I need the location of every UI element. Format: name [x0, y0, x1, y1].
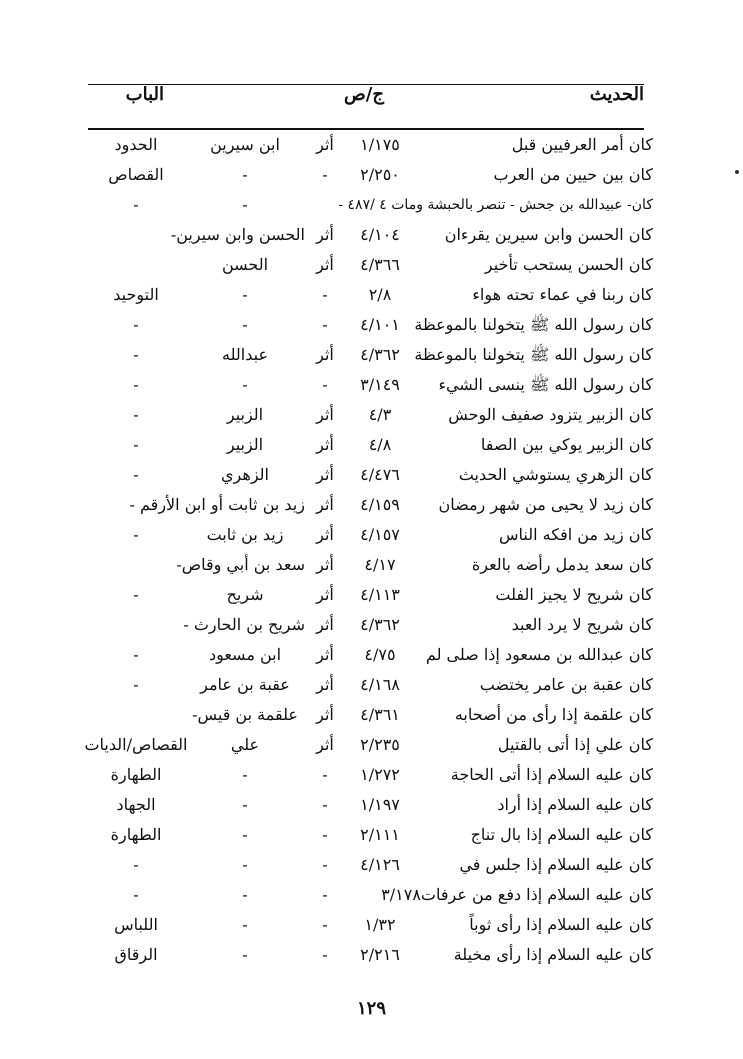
hadith-text: كان علقمة إذا رأى من أصحابه: [454, 705, 653, 724]
narrator: -: [242, 195, 248, 214]
narrator: ابن مسعود: [208, 645, 282, 664]
narrator: شريح بن الحارث -: [183, 615, 305, 634]
table-header: [88, 78, 644, 126]
hadith-text: كان عليه السلام إذا رأى ثوباً: [469, 915, 653, 934]
hadith-text: كان عليه السلام إذا أتى الحاجة: [450, 765, 653, 784]
narrator: عبدالله: [222, 345, 268, 364]
page-number: ١٢٩: [356, 998, 386, 1019]
header-hadith: الحديث: [589, 84, 644, 105]
volume-page-ref: ٤/١١٣: [360, 585, 400, 604]
table-row: [88, 670, 653, 700]
volume-page-ref: ١/١٧٥: [360, 135, 400, 154]
hadith-text: كان عقبة بن عامر يختضب: [479, 675, 653, 694]
chapter-name: القصاص/الديات: [84, 735, 188, 754]
chapter-name: الحدود: [114, 135, 158, 154]
table-row: [88, 430, 653, 460]
table-row: [88, 130, 653, 160]
type-marker: -: [322, 825, 328, 844]
volume-page-ref: ٤/١٥٧: [360, 525, 400, 544]
narrator: زيد بن ثابت أو ابن الأرقم -: [129, 495, 305, 514]
narrator: -: [242, 375, 248, 394]
hadith-text: كان- عبيدالله بن جحش - تنصر بالحبشة ومات ٤ /٤٨٧ -: [338, 197, 653, 213]
narrator: الزهري: [221, 465, 269, 484]
narrator: الحسن وابن سيرين-: [170, 225, 305, 244]
narrator: -: [242, 885, 248, 904]
type-marker: أثر: [316, 495, 334, 514]
chapter-name: -: [133, 525, 139, 544]
hadith-text: كان عليه السلام إذا رأى مخيلة: [453, 945, 653, 964]
type-marker: أثر: [316, 675, 334, 694]
hadith-text: كان رسول الله ﷺ يتخولنا بالموعظة: [414, 345, 653, 364]
chapter-name: التوحيد: [113, 285, 159, 304]
type-marker: أثر: [316, 555, 334, 574]
hadith-text: كان زيد من افكه الناس: [499, 525, 653, 544]
type-marker: -: [322, 165, 328, 184]
chapter-name: -: [133, 315, 139, 334]
table-row: [88, 820, 653, 850]
type-marker: أثر: [316, 525, 334, 544]
volume-page-ref: ٤/٣٦١: [360, 705, 400, 724]
table-row: [88, 280, 653, 310]
narrator: الزبير: [226, 405, 264, 424]
chapter-name: -: [133, 585, 139, 604]
volume-page-ref: ٤/١٥٩: [360, 495, 400, 514]
table-row: [88, 520, 653, 550]
volume-page-ref: ٤/٧٥: [364, 645, 396, 664]
volume-page-ref: ٢/٢٣٥: [360, 735, 400, 754]
hadith-text: كان شريح لا يجيز الفلت: [495, 585, 653, 604]
type-marker: أثر: [316, 255, 334, 274]
chapter-name: الرقاق: [114, 945, 158, 964]
type-marker: -: [322, 855, 328, 874]
narrator: الزبير: [226, 435, 264, 454]
type-marker: -: [322, 795, 328, 814]
hadith-text: كان شريح لا يرد العبد: [511, 615, 653, 634]
chapter-name: -: [133, 885, 139, 904]
hadith-text: كان رسول الله ﷺ يتخولنا بالموعظة: [414, 315, 653, 334]
volume-page-ref: ٢/٢٥٠: [360, 165, 400, 184]
table-row: [88, 910, 653, 940]
narrator: شريح: [226, 585, 264, 604]
hadith-text: كان علي إذا أتى بالقتيل: [497, 735, 653, 754]
chapter-name: الطهارة: [110, 765, 162, 784]
volume-page-ref: ٤/٣٦٦: [360, 255, 400, 274]
table-row: [88, 160, 653, 190]
volume-page-ref: ٤/١٢٦: [360, 855, 400, 874]
hadith-text: كان ربنا في عماء تحته هواء: [472, 285, 653, 304]
volume-page-ref: ٤/١٦٨: [360, 675, 400, 694]
narrator: ابن سيرين: [210, 135, 280, 154]
table-row: [88, 340, 653, 370]
type-marker: أثر: [316, 585, 334, 604]
hadith-text: كان عليه السلام إذا بال تناج: [470, 825, 653, 844]
hadith-text: كان الزهري يستوشي الحديث: [458, 465, 653, 484]
volume-page-ref: ١/١٩٧: [360, 795, 400, 814]
hadith-text: كان الزبير يوكي بين الصفا: [480, 435, 653, 454]
type-marker: -: [322, 915, 328, 934]
chapter-name: -: [133, 435, 139, 454]
hadith-text: كان الزبير يتزود صفيف الوحش: [448, 405, 653, 424]
chapter-name: القصاص: [108, 165, 164, 184]
table-row: [88, 460, 653, 490]
hadith-text: كان عليه السلام إذا أراد: [497, 795, 653, 814]
hadith-text: كان الحسن يستحب تأخير: [484, 255, 653, 274]
narrator: -: [242, 765, 248, 784]
table-row: [88, 370, 653, 400]
volume-page-ref: ١/٢٧٢: [360, 765, 400, 784]
header-ref: ج/ص: [344, 84, 384, 105]
volume-page-ref: ٢/١١١: [360, 825, 400, 844]
hadith-text: كان عليه السلام إذا جلس في: [459, 855, 653, 874]
volume-page-ref: ٤/٣٦٢: [360, 615, 400, 634]
type-marker: -: [322, 885, 328, 904]
narrator: -: [242, 795, 248, 814]
type-marker: أثر: [316, 225, 334, 244]
volume-page-ref: ٤/١٠١: [360, 315, 400, 334]
hadith-text: كان زيد لا يحيى من شهر رمضان: [438, 495, 653, 514]
volume-page-ref: ٤/٣: [368, 405, 392, 424]
type-marker: أثر: [316, 615, 334, 634]
type-marker: أثر: [316, 645, 334, 664]
chapter-name: -: [133, 675, 139, 694]
table-row: [88, 640, 653, 670]
type-marker: أثر: [316, 435, 334, 454]
narrator: -: [242, 825, 248, 844]
narrator: -: [242, 855, 248, 874]
chapter-name: -: [133, 645, 139, 664]
volume-page-ref: ٤/١٧: [364, 555, 396, 574]
table-row: [88, 790, 653, 820]
chapter-name: اللباس: [114, 915, 158, 934]
chapter-name: -: [133, 855, 139, 874]
hadith-text: كان رسول الله ﷺ ينسى الشيء: [438, 375, 653, 394]
narrator: عقبة بن عامر: [200, 675, 290, 694]
type-marker: أثر: [316, 465, 334, 484]
table-row: [88, 250, 653, 280]
type-marker: -: [322, 375, 328, 394]
type-marker: أثر: [316, 735, 334, 754]
volume-page-ref: ٣/١٤٩: [360, 375, 400, 394]
volume-page-ref: ٤/١٠٤: [360, 225, 400, 244]
chapter-name: الطهارة: [110, 825, 162, 844]
type-marker: -: [322, 285, 328, 304]
table-row: [88, 490, 653, 520]
volume-page-ref: ٤/٤٧٦: [360, 465, 400, 484]
type-marker: -: [322, 765, 328, 784]
volume-page-ref: ٤/٨: [368, 435, 392, 454]
narrator: سعد بن أبي وقاص-: [176, 555, 305, 574]
table-row: [88, 940, 653, 970]
table-row: [88, 700, 653, 730]
table-row: [88, 850, 653, 880]
hadith-text: كان عبدالله بن مسعود إذا صلى لم: [425, 645, 653, 664]
table-row: [88, 760, 653, 790]
chapter-name: -: [133, 375, 139, 394]
volume-page-ref: ٢/٨: [368, 285, 392, 304]
narrator: -: [242, 315, 248, 334]
hadith-text: كان سعد يدمل رأضه بالعرة: [471, 555, 653, 574]
chapter-name: -: [133, 345, 139, 364]
narrator: زيد بن ثابت: [206, 525, 284, 544]
table-row: [88, 880, 653, 910]
header-bab: الباب: [125, 84, 164, 105]
narrator: الحسن: [221, 255, 269, 274]
type-marker: -: [322, 315, 328, 334]
table-row: [88, 550, 653, 580]
hadith-text: كان أمر العرفيين قبل: [511, 135, 653, 154]
index-table: [84, 130, 653, 970]
chapter-name: الجهاد: [116, 795, 156, 814]
narrator: -: [242, 915, 248, 934]
volume-page-ref: ٢/٢١٦: [360, 945, 400, 964]
table-row: [88, 580, 653, 610]
hadith-text: كان الحسن وابن سيرين يقرءان: [444, 225, 653, 244]
narrator: علقمة بن قيس-: [192, 705, 298, 724]
table-row: [84, 730, 653, 760]
type-marker: أثر: [316, 135, 334, 154]
table-row: [88, 190, 653, 220]
volume-page-ref: ١/٣٢: [364, 915, 396, 934]
table-row: [88, 400, 653, 430]
margin-mark: [735, 170, 739, 174]
type-marker: أثر: [316, 705, 334, 724]
narrator: علي: [230, 735, 260, 754]
narrator: -: [242, 945, 248, 964]
narrator: -: [242, 285, 248, 304]
hadith-text: كان بين حيين من العرب: [493, 165, 653, 184]
type-marker: أثر: [316, 345, 334, 364]
table-row: [88, 220, 653, 250]
chapter-name: -: [133, 465, 139, 484]
chapter-name: -: [133, 405, 139, 424]
type-marker: -: [322, 945, 328, 964]
type-marker: أثر: [316, 405, 334, 424]
table-row: [88, 610, 653, 640]
table-row: [88, 310, 653, 340]
volume-page-ref: ٤/٣٦٢: [360, 345, 400, 364]
hadith-text: كان عليه السلام إذا دفع من عرفات٣/١٧٨: [381, 885, 653, 904]
narrator: -: [242, 165, 248, 184]
chapter-name: -: [133, 195, 139, 214]
